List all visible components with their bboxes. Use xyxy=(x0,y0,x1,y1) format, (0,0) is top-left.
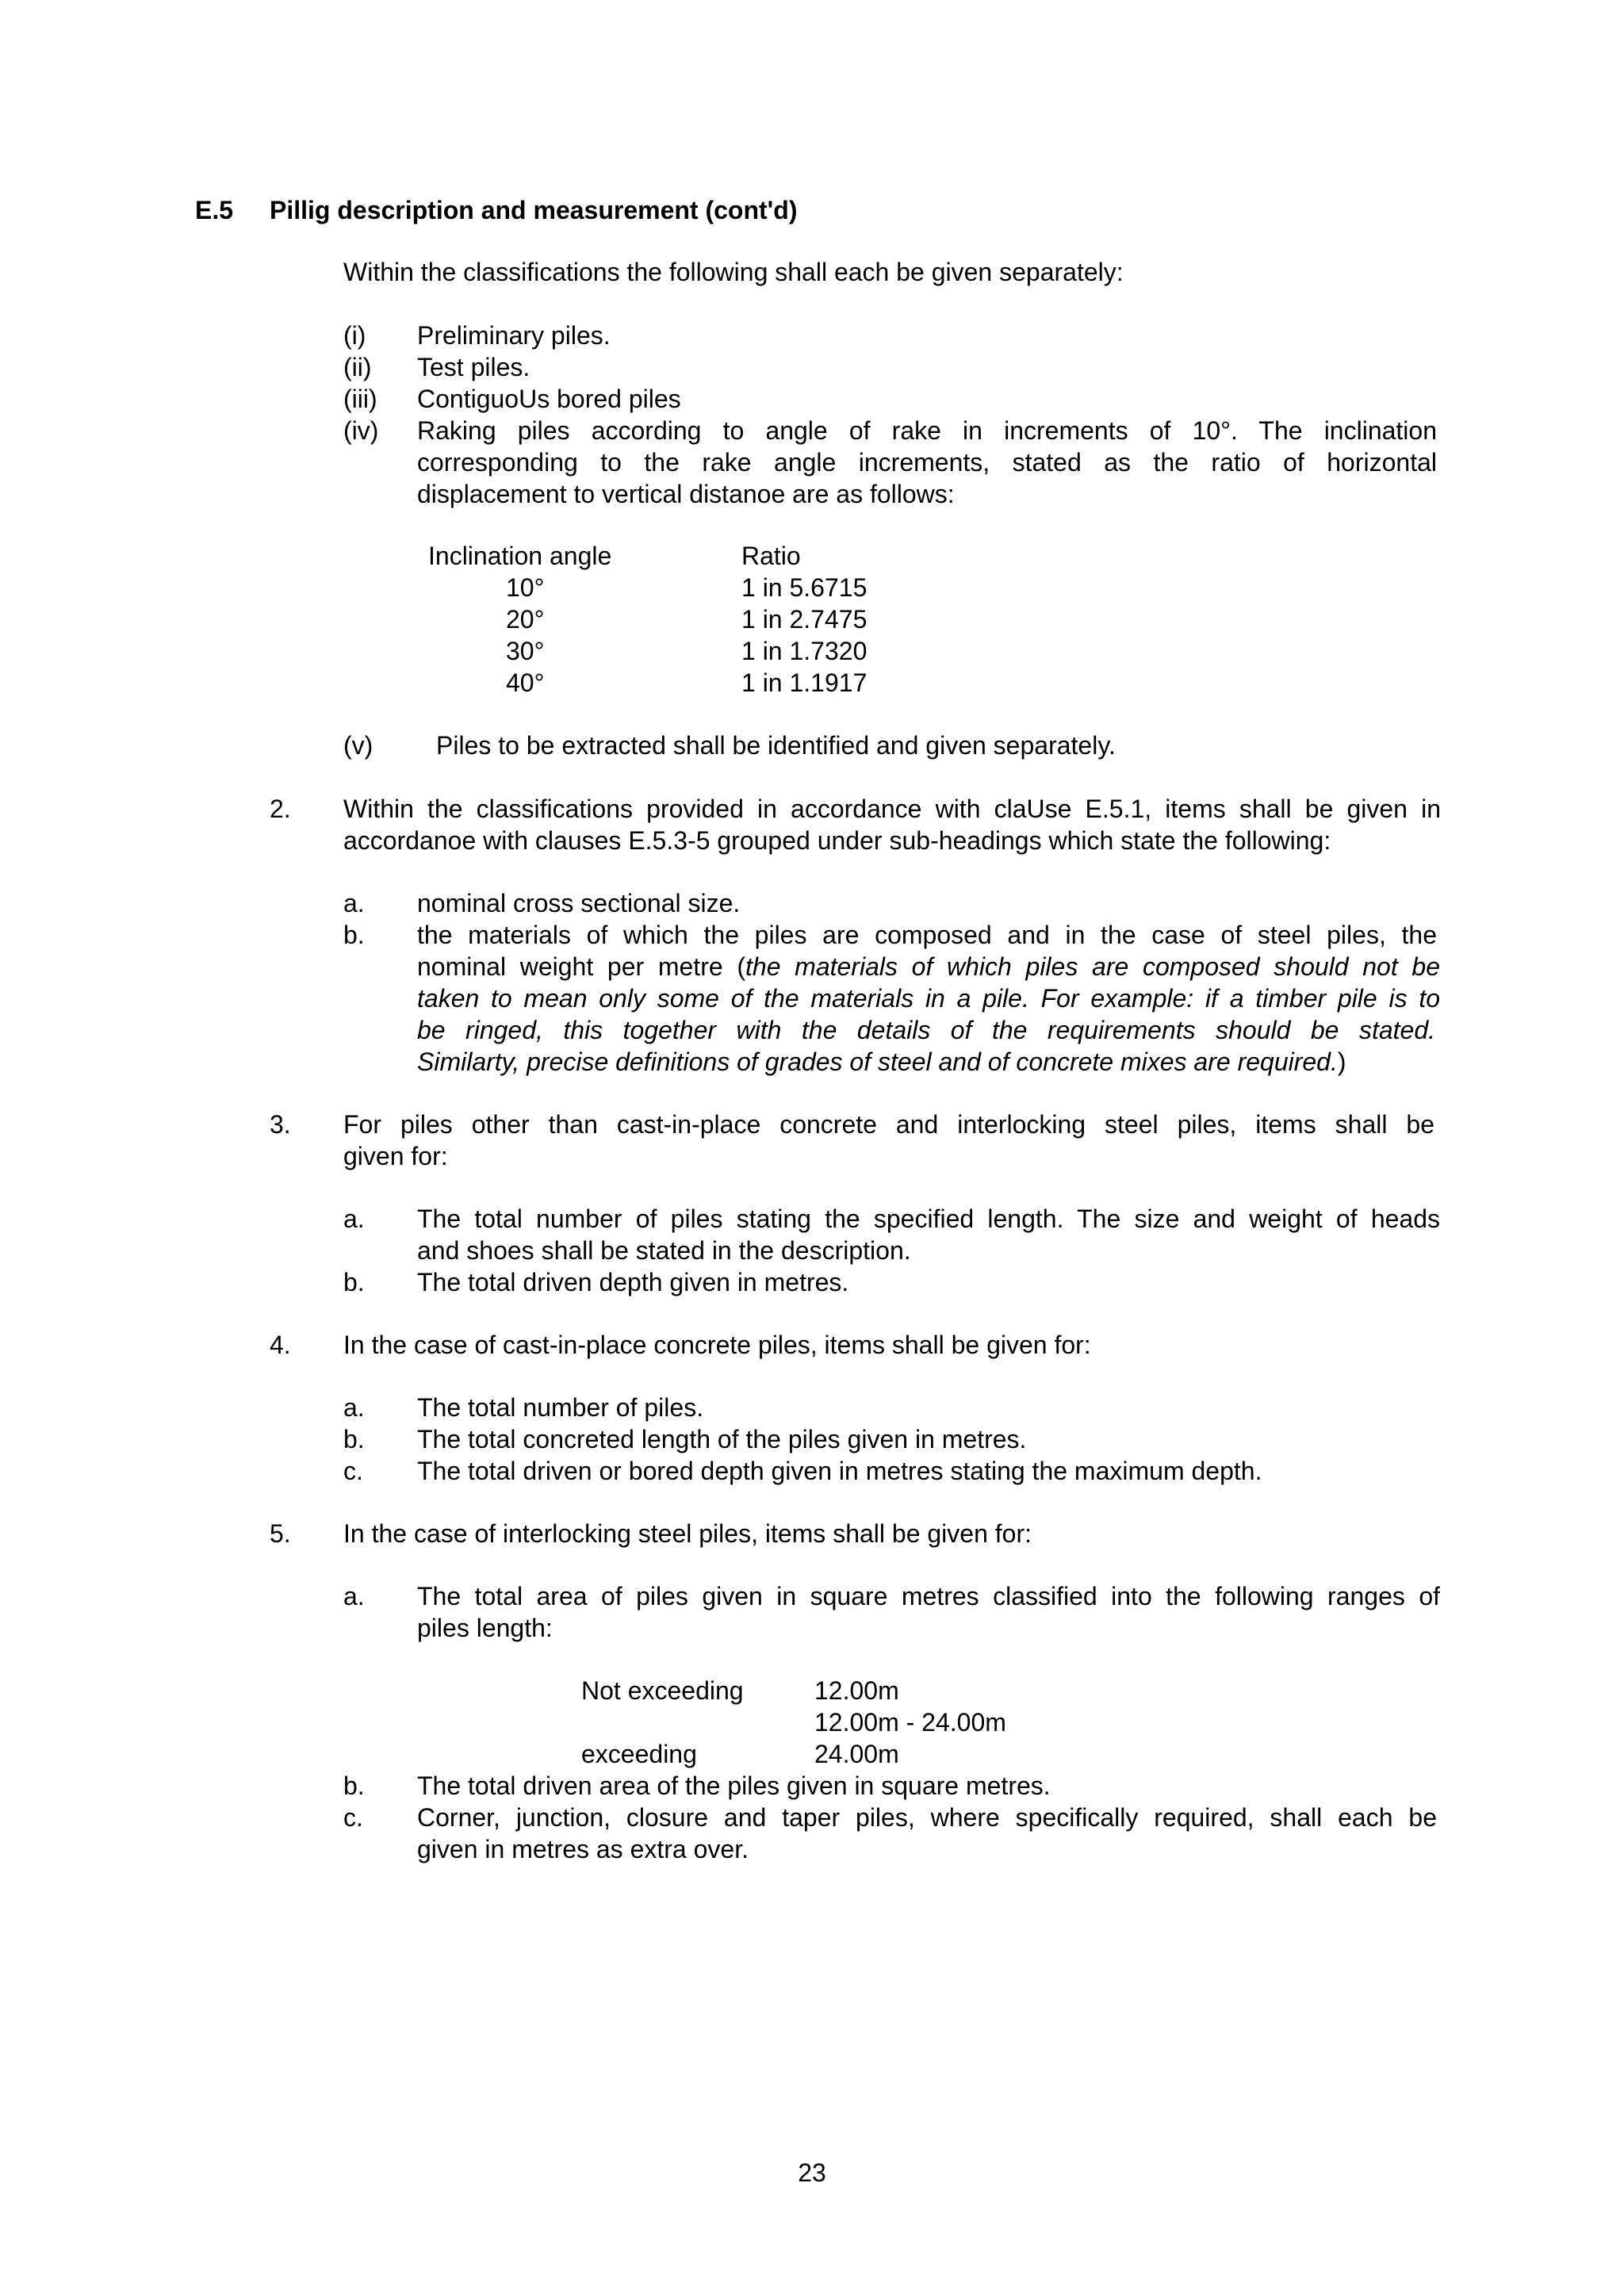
item3-sub-a-line2: and shoes shall be stated in the description. xyxy=(417,1236,911,1265)
table-cell-ratio: 1 in 1.1917 xyxy=(741,668,868,697)
item5-sub-c-line2: given in metres as extra over. xyxy=(417,1835,749,1863)
item5-sub-a-label: a. xyxy=(343,1582,365,1610)
table-cell-ratio: 1 in 2.7475 xyxy=(741,605,868,634)
item3-line1: For piles other than cast-in-place concrete and interlocking steel piles, items shall be xyxy=(343,1110,1434,1139)
item5-sub-a-line2: piles length: xyxy=(417,1614,553,1642)
item3-sub-b-label: b. xyxy=(343,1268,365,1296)
section-title: Pillig description and measurement (cont'd) xyxy=(270,196,798,224)
table-cell-angle: 20° xyxy=(506,605,545,634)
item4-sub-c-text: The total driven or bored depth given in metres stating the maximum depth. xyxy=(417,1457,1262,1485)
item-number-2: 2. xyxy=(270,795,291,823)
table-header-angle: Inclination angle xyxy=(428,542,612,570)
item2-sub-b-last-line xyxy=(417,1046,1346,1078)
table-cell-ratio: 1 in 1.7320 xyxy=(741,637,868,665)
item2-sub-b-line1: the materials of which the piles are composed and in the case of steel piles, the xyxy=(417,921,1437,949)
range-label: Not exceeding xyxy=(581,1676,744,1705)
item2-sub-b-label: b. xyxy=(343,921,365,949)
intro-paragraph: Within the classifications the following shall each be given separately: xyxy=(343,258,1124,286)
range-value: 12.00m - 24.00m xyxy=(814,1708,1006,1737)
table-cell-ratio: 1 in 5.6715 xyxy=(741,573,868,602)
item2-line2: accordanoe with clauses E.5.3-5 grouped under sub-headings which state the following: xyxy=(343,826,1331,855)
item2-sub-b-last-italic: Similarty, precise definitions of grades of steel and of concrete mixes are required. xyxy=(417,1047,1338,1076)
item4-sub-c-label: c. xyxy=(343,1457,363,1485)
item4-sub-b-text: The total concreted length of the piles given in metres. xyxy=(417,1425,1027,1453)
roman-text-iv-line1: Raking piles according to angle of rake in increments of 10°. The inclination xyxy=(417,416,1437,445)
roman-text-iv-line2: corresponding to the rake angle increments, stated as the ratio of horizontal xyxy=(417,448,1437,477)
roman-text-ii: Test piles. xyxy=(417,353,530,381)
range-value: 24.00m xyxy=(814,1740,899,1768)
range-label: exceeding xyxy=(581,1740,697,1768)
item5-sub-a-line1: The total area of piles given in square metres classified into the following ranges of xyxy=(417,1582,1440,1610)
item5-text: In the case of interlocking steel piles, items shall be given for: xyxy=(343,1519,1032,1548)
item2-sub-b-italic-line: be ringed, this together with the details of the requirements should be stated. xyxy=(417,1016,1435,1044)
roman-text-iii: ContiguoUs bored piles xyxy=(417,385,681,413)
item4-sub-a-label: a. xyxy=(343,1393,365,1422)
table-cell-angle: 10° xyxy=(506,573,545,602)
item-number-4: 4. xyxy=(270,1331,291,1359)
item-number-3: 3. xyxy=(270,1110,291,1139)
item3-sub-b-text: The total driven depth given in metres. xyxy=(417,1268,849,1296)
item4-sub-a-text: The total number of piles. xyxy=(417,1393,704,1422)
roman-label-i: (i) xyxy=(343,321,366,350)
item2-sub-b-italic-line: taken to mean only some of the materials in a pile. For example: if a timber pile is to xyxy=(417,984,1440,1013)
section-number: E.5 xyxy=(195,196,234,224)
roman-label-v: (v) xyxy=(343,731,373,760)
item2-sub-b-line2-plain: nominal weight per metre ( xyxy=(417,952,745,981)
roman-text-iv-line3: displacement to vertical distanoe are as follows: xyxy=(417,480,955,508)
item2-sub-a-text: nominal cross sectional size. xyxy=(417,889,741,917)
item4-sub-b-label: b. xyxy=(343,1425,365,1453)
table-cell-angle: 30° xyxy=(506,637,545,665)
item5-sub-b-label: b. xyxy=(343,1771,365,1800)
item3-sub-a-label: a. xyxy=(343,1204,365,1233)
range-value: 12.00m xyxy=(814,1676,899,1705)
item5-sub-c-label: c. xyxy=(343,1803,363,1832)
roman-text-i: Preliminary piles. xyxy=(417,321,611,350)
roman-label-iii: (iii) xyxy=(343,385,377,413)
item2-sub-b-line2-italic: the materials of which piles are composed should not be xyxy=(745,952,1441,981)
item3-sub-a-line1: The total number of piles stating the specified length. The size and weight of heads xyxy=(417,1204,1440,1233)
item2-sub-b-last-plain: ) xyxy=(1337,1047,1346,1076)
page-number: 23 xyxy=(798,2158,826,2187)
item2-sub-a-label: a. xyxy=(343,889,365,917)
item-number-5: 5. xyxy=(270,1519,291,1548)
roman-text-v: Piles to be extracted shall be identified and given separately. xyxy=(436,731,1116,760)
table-cell-angle: 40° xyxy=(506,668,545,697)
item2-sub-b-line2 xyxy=(417,951,1440,982)
roman-label-iv: (iv) xyxy=(343,416,379,445)
item4-text: In the case of cast-in-place concrete piles, items shall be given for: xyxy=(343,1331,1091,1359)
item5-sub-c-line1: Corner, junction, closure and taper piles, where specifically required, shall each be xyxy=(417,1803,1437,1832)
item2-line1: Within the classifications provided in accordance with claUse E.5.1, items shall be given in xyxy=(343,795,1441,823)
item5-sub-b-text: The total driven area of the piles given in square metres. xyxy=(417,1771,1051,1800)
item3-line2: given for: xyxy=(343,1142,448,1170)
table-header-ratio: Ratio xyxy=(741,542,801,570)
roman-label-ii: (ii) xyxy=(343,353,372,381)
